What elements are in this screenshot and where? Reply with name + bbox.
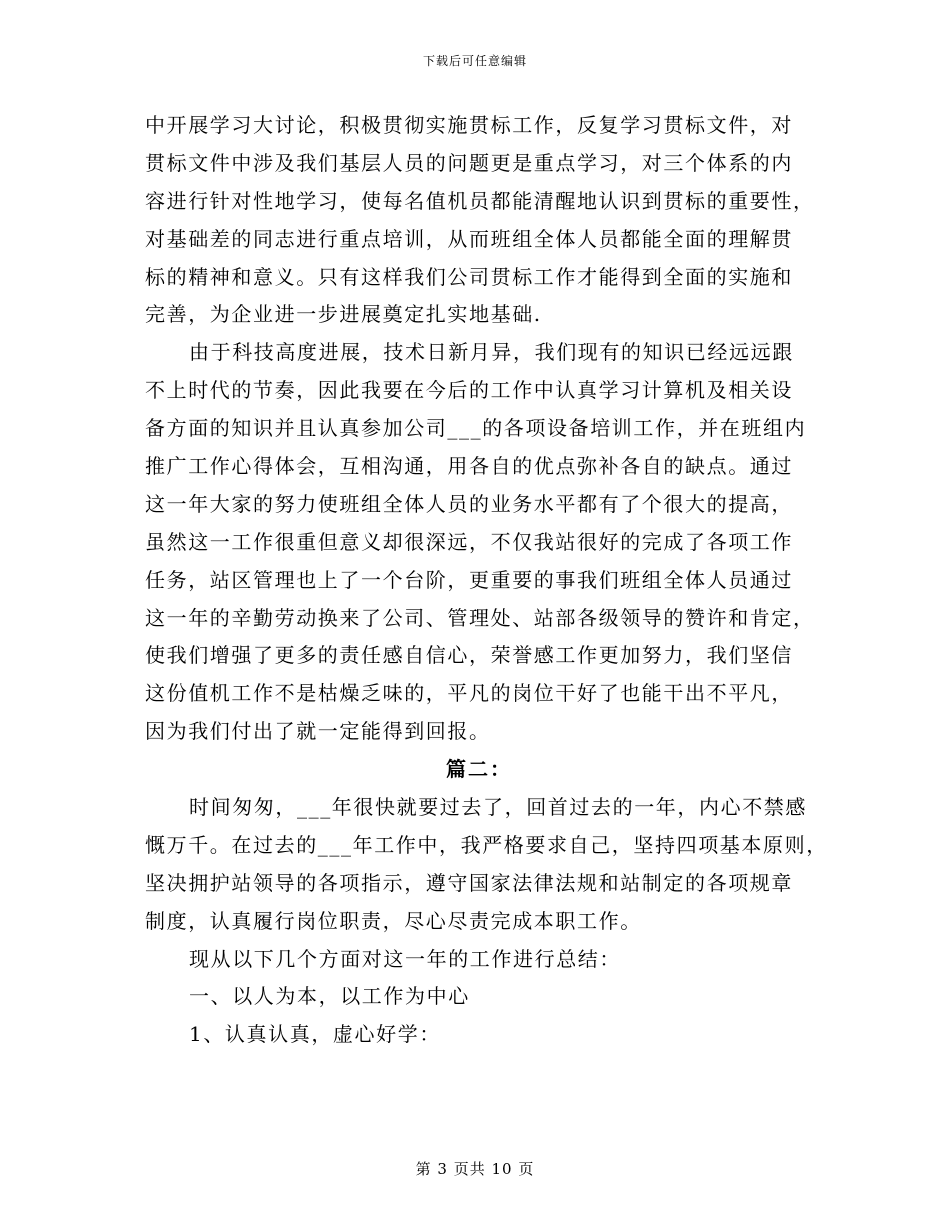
- text-line: 因为我们付出了就一定能得到回报。: [145, 719, 491, 744]
- text-line: 完善，为企业进一步进展奠定扎实地基础.: [145, 302, 542, 327]
- text-line: 1、认真认真，虚心好学：: [189, 1022, 441, 1047]
- section-heading: 篇二：: [446, 757, 512, 782]
- text-line: 使我们增强了更多的责任感自信心，荣誉感工作更加努力，我们坚信: [145, 643, 793, 668]
- text-line: 坚决拥护站领导的各项指示，遵守国家法律法规和站制定的各项规章: [145, 870, 793, 895]
- page-footer: 第 3 页共 10 页: [415, 1160, 535, 1178]
- text-line: 贯标文件中涉及我们基层人员的问题更是重点学习，对三个体系的内: [145, 150, 793, 175]
- page-header: 下载后可任意编辑: [422, 54, 527, 68]
- text-line: 不上时代的节奏，因此我要在今后的工作中认真学习计算机及相关设: [145, 378, 793, 403]
- text-line: 慨万千。在过去的___年工作中，我严格要求自己，坚持四项基本原则，: [145, 832, 828, 857]
- text-line: 任务，站区管理也上了一个台阶，更重要的事我们班组全体人员通过: [145, 567, 793, 592]
- text-line: 容进行针对性地学习，使每名值机员都能清醒地认识到贯标的重要性，: [145, 188, 815, 213]
- text-line: 这份值机工作不是枯燥乏味的，平凡的岗位干好了也能干出不平凡，: [145, 681, 793, 706]
- text-line: 标的精神和意义。只有这样我们公司贯标工作才能得到全面的实施和: [145, 264, 793, 289]
- text-line: 一、以人为本，以工作为中心: [189, 984, 470, 1009]
- text-line: 制度，认真履行岗位职责，尽心尽责完成本职工作。: [145, 908, 642, 933]
- text-line: 现从以下几个方面对这一年的工作进行总结：: [189, 946, 621, 971]
- text-line: 这一年的辛勤劳动换来了公司、管理处、站部各级领导的赞许和肯定，: [145, 605, 815, 630]
- text-line: 中开展学习大讨论，积极贯彻实施贯标工作，反复学习贯标文件，对: [145, 113, 793, 137]
- text-line: 备方面的知识并且认真参加公司___的各项设备培训工作，并在班组内: [145, 416, 807, 441]
- text-line: 推广工作心得体会，互相沟通，用各自的优点弥补各自的缺点。通过: [145, 454, 793, 479]
- text-line: 虽然这一工作很重但意义却很深远，不仅我站很好的完成了各项工作: [145, 529, 793, 554]
- text-line: 时间匆匆，___年很快就要过去了，回首过去的一年，内心不禁感: [189, 795, 807, 820]
- text-line: 由于科技高度进展，技术日新月异，我们现有的知识已经远远跟: [189, 340, 794, 365]
- text-line: 这一年大家的努力使班组全体人员的业务水平都有了个很大的提高，: [145, 491, 793, 516]
- document-body: [145, 107, 828, 1054]
- text-line: 对基础差的同志进行重点培训，从而班组全体人员都能全面的理解贯: [145, 226, 793, 251]
